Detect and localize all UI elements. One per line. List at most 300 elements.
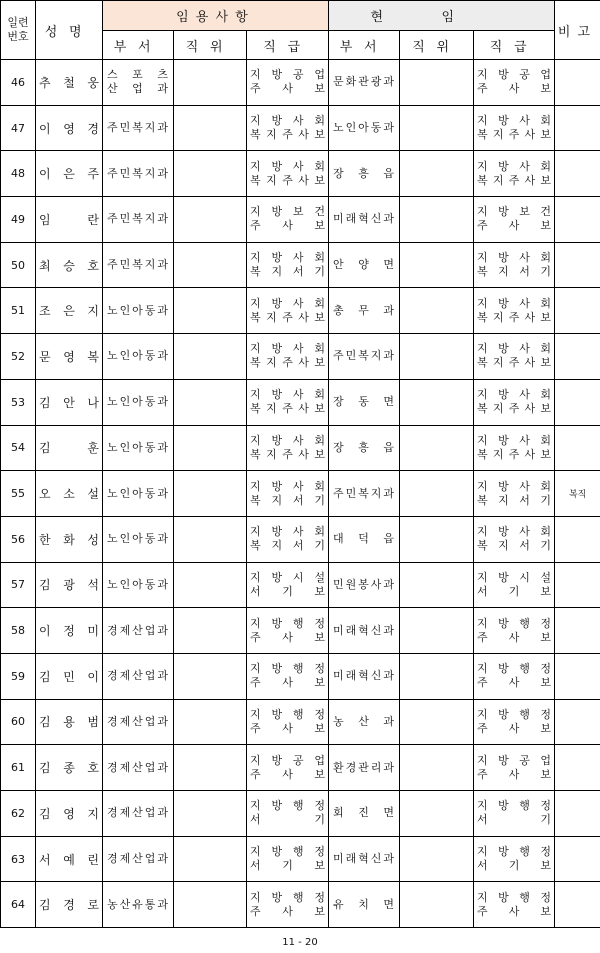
text-line: 지 방 공 업 xyxy=(250,753,325,767)
appointment-grade xyxy=(247,745,329,791)
text-line: 경 제 산 업 과 xyxy=(107,669,169,683)
appointment-grade-text xyxy=(247,434,328,462)
current-grade-text xyxy=(474,662,554,690)
text-line: 복 지 주 사 보 xyxy=(477,356,552,370)
text-line: 지 방 시 설 xyxy=(250,570,325,584)
text-line: 미 래 혁 신 과 xyxy=(333,212,395,226)
row-number: 59 xyxy=(1,653,36,699)
appointment-dept-text xyxy=(103,898,173,912)
table-row xyxy=(1,608,600,654)
person-name-wrap xyxy=(36,211,102,228)
text-line: 지 방 시 설 xyxy=(477,570,552,584)
text-line: 복 지 주 사 보 xyxy=(477,310,552,324)
person-name-wrap xyxy=(36,576,102,593)
current-dept xyxy=(329,699,400,745)
person-name-text: 김 훈 xyxy=(39,441,99,456)
current-dept-text xyxy=(329,761,399,775)
current-grade-text xyxy=(474,891,554,919)
appointment-dept xyxy=(103,745,174,791)
text-line: 주 민 복 지 과 xyxy=(107,258,169,272)
current-grade-header: 직급 xyxy=(474,31,555,60)
text-line: 복 지 서 기 xyxy=(250,265,325,279)
note-cell xyxy=(555,791,600,837)
current-position xyxy=(400,791,474,837)
appointment-dept xyxy=(103,60,174,106)
person-name-wrap xyxy=(36,851,102,868)
current-dept xyxy=(329,791,400,837)
text-line: 복 지 서 기 xyxy=(477,265,552,279)
appointment-header: 임용사항 xyxy=(103,1,329,31)
appointment-position xyxy=(174,471,247,517)
text-line: 노 인 아 동 과 xyxy=(333,121,395,135)
text-line: 장 동 면 xyxy=(333,395,395,409)
page-number: 11 - 20 xyxy=(282,937,318,948)
text-line: 주 사 보 xyxy=(250,630,326,644)
name-header: 성명 xyxy=(36,1,103,60)
person-name xyxy=(36,425,103,471)
current-dept xyxy=(329,882,400,928)
appointment-dept-text xyxy=(103,212,173,226)
appointment-dept-text xyxy=(103,624,173,638)
appointment-position xyxy=(174,379,247,425)
person-name-text: 한 화 성 xyxy=(39,532,99,547)
person-name-wrap xyxy=(36,713,102,730)
current-dept-text xyxy=(329,806,399,820)
appointment-grade xyxy=(247,288,329,334)
text-line: 장 흥 읍 xyxy=(333,166,395,180)
text-line: 지 방 보 건 xyxy=(477,205,552,219)
note-cell xyxy=(555,105,600,151)
text-line: 서 기 보 xyxy=(477,584,552,598)
appointment-grade-text xyxy=(247,480,328,508)
text-line: 지 방 행 정 xyxy=(250,890,325,904)
note-cell xyxy=(555,882,600,928)
person-name-wrap xyxy=(36,622,102,639)
person-name-text: 문 영 복 xyxy=(39,349,99,364)
row-number: 63 xyxy=(1,836,36,882)
row-number: 49 xyxy=(1,197,36,243)
appointment-grade xyxy=(247,882,329,928)
text-line: 주 사 보 xyxy=(477,219,552,233)
text-line: 주 민 복 지 과 xyxy=(107,212,169,226)
text-line: 노 인 아 동 과 xyxy=(107,349,169,363)
person-name-wrap xyxy=(36,394,102,411)
current-dept-text xyxy=(329,349,399,363)
appointment-grade-text xyxy=(247,297,328,325)
appointment-grade xyxy=(247,60,329,106)
table-row xyxy=(1,379,600,425)
person-name xyxy=(36,836,103,882)
appointment-dept xyxy=(103,608,174,654)
current-dept-text xyxy=(329,75,399,89)
current-grade xyxy=(474,60,555,106)
person-name-wrap xyxy=(36,805,102,822)
current-grade xyxy=(474,882,555,928)
current-position xyxy=(400,882,474,928)
text-line: 미 래 혁 신 과 xyxy=(333,623,395,637)
text-line: 노 인 아 동 과 xyxy=(107,532,169,546)
seq-header-line1: 일련 xyxy=(7,16,29,29)
appointment-dept xyxy=(103,379,174,425)
appointment-grade-text xyxy=(247,68,328,96)
current-grade-text xyxy=(474,617,554,645)
person-name-text: 이 영 경 xyxy=(39,121,99,136)
current-dept-text xyxy=(329,669,399,683)
current-dept-text xyxy=(329,121,399,135)
person-name-wrap xyxy=(36,439,102,456)
appointment-position xyxy=(174,653,247,699)
text-line: 지 방 사 회 xyxy=(477,479,552,493)
text-line: 지 방 사 회 xyxy=(477,342,552,356)
text-line: 경 제 산 업 과 xyxy=(107,806,169,820)
current-dept-text xyxy=(329,304,399,318)
text-line: 지 방 사 회 xyxy=(250,251,325,265)
current-position xyxy=(400,562,474,608)
text-line: 지 방 사 회 xyxy=(250,342,325,356)
row-number: 51 xyxy=(1,288,36,334)
current-grade-text xyxy=(474,480,554,508)
appointment-grade-text xyxy=(247,160,328,188)
person-name-text: 김 용 범 xyxy=(39,715,99,730)
text-line: 주 사 보 xyxy=(250,904,326,918)
text-line: 미 래 혁 신 과 xyxy=(333,852,395,866)
person-name xyxy=(36,745,103,791)
row-number: 57 xyxy=(1,562,36,608)
current-position xyxy=(400,653,474,699)
person-name xyxy=(36,562,103,608)
appointment-dept-text xyxy=(103,167,173,181)
row-number: 58 xyxy=(1,608,36,654)
current-dept-text xyxy=(329,395,399,409)
appointment-grade xyxy=(247,197,329,243)
row-number: 48 xyxy=(1,151,36,197)
current-grade xyxy=(474,197,555,243)
appointment-grade xyxy=(247,379,329,425)
appointment-position xyxy=(174,197,247,243)
text-line: 주 사 보 xyxy=(250,82,326,96)
current-dept xyxy=(329,836,400,882)
current-grade xyxy=(474,745,555,791)
current-dept xyxy=(329,288,400,334)
appointment-grade xyxy=(247,471,329,517)
appointment-dept xyxy=(103,288,174,334)
table-row xyxy=(1,562,600,608)
current-grade-text xyxy=(474,754,554,782)
text-line: 지 방 사 회 xyxy=(250,433,325,447)
text-line: 주 사 보 xyxy=(250,676,326,690)
current-grade-text xyxy=(474,845,554,873)
current-position xyxy=(400,60,474,106)
text-line: 주 민 복 지 과 xyxy=(107,121,169,135)
appointment-dept-text xyxy=(103,806,173,820)
appointment-grade xyxy=(247,105,329,151)
current-grade-text xyxy=(474,525,554,553)
person-name-wrap xyxy=(36,74,102,91)
appointment-grade-text xyxy=(247,571,328,599)
appointment-grade xyxy=(247,151,329,197)
note-cell xyxy=(555,288,600,334)
appointment-dept-text xyxy=(103,304,173,318)
current-position xyxy=(400,699,474,745)
current-dept xyxy=(329,105,400,151)
appointment-grade xyxy=(247,334,329,380)
text-line: 서 기 보 xyxy=(250,859,326,873)
appointment-grade xyxy=(247,699,329,745)
text-line: 지 방 행 정 xyxy=(250,707,325,721)
current-dept-text xyxy=(329,898,399,912)
appointment-dept xyxy=(103,334,174,380)
current-grade xyxy=(474,653,555,699)
table-row xyxy=(1,836,600,882)
table-row xyxy=(1,471,600,517)
text-line: 스 포 츠 xyxy=(107,68,169,82)
appointment-dept-text xyxy=(103,349,173,363)
current-dept xyxy=(329,516,400,562)
current-grade xyxy=(474,699,555,745)
appointment-dept-text xyxy=(103,487,173,501)
current-position xyxy=(400,379,474,425)
text-line: 지 방 사 회 xyxy=(250,525,325,539)
appointment-position xyxy=(174,334,247,380)
table-row xyxy=(1,334,600,380)
text-line: 민 원 봉 사 과 xyxy=(333,577,395,591)
appointment-position xyxy=(174,105,247,151)
appointment-dept-text xyxy=(103,532,173,546)
person-name-text: 김 광 석 xyxy=(39,578,99,593)
note-cell xyxy=(555,425,600,471)
text-line: 노 인 아 동 과 xyxy=(107,395,169,409)
person-name-text: 오 소 설 xyxy=(39,487,99,502)
appointment-dept xyxy=(103,653,174,699)
appointment-grade-text xyxy=(247,525,328,553)
row-number: 52 xyxy=(1,334,36,380)
current-position xyxy=(400,608,474,654)
appointment-position xyxy=(174,608,247,654)
table-row xyxy=(1,105,600,151)
appointment-grade-text xyxy=(247,388,328,416)
text-line: 복 지 주 사 보 xyxy=(477,447,552,461)
text-line: 미 래 혁 신 과 xyxy=(333,669,395,683)
appointment-position xyxy=(174,288,247,334)
appointment-grade xyxy=(247,242,329,288)
current-position xyxy=(400,334,474,380)
person-name-text: 김 경 로 xyxy=(39,898,99,913)
current-grade xyxy=(474,105,555,151)
current-grade-text xyxy=(474,160,554,188)
text-line: 회 진 면 xyxy=(333,806,395,820)
current-dept-header: 부서 xyxy=(329,31,400,60)
current-position xyxy=(400,151,474,197)
current-position xyxy=(400,745,474,791)
current-dept xyxy=(329,334,400,380)
text-line: 지 방 사 회 xyxy=(250,479,325,493)
appointment-dept xyxy=(103,197,174,243)
appointment-grade-text xyxy=(247,754,328,782)
appointment-dept xyxy=(103,516,174,562)
table-row xyxy=(1,791,600,837)
text-line: 복 지 주 사 보 xyxy=(250,128,326,142)
text-line: 지 방 보 건 xyxy=(250,205,325,219)
text-line: 복 지 주 사 보 xyxy=(477,402,552,416)
row-number: 46 xyxy=(1,60,36,106)
current-grade-text xyxy=(474,342,554,370)
current-grade-text xyxy=(474,571,554,599)
appointment-grade-text xyxy=(247,617,328,645)
current-dept xyxy=(329,608,400,654)
current-position xyxy=(400,288,474,334)
current-grade xyxy=(474,379,555,425)
appointment-position xyxy=(174,516,247,562)
person-name xyxy=(36,60,103,106)
current-dept xyxy=(329,197,400,243)
row-number: 55 xyxy=(1,471,36,517)
appointment-position xyxy=(174,791,247,837)
person-name xyxy=(36,471,103,517)
table-row xyxy=(1,288,600,334)
appointment-position xyxy=(174,562,247,608)
appointment-grade-text xyxy=(247,891,328,919)
current-dept-text xyxy=(329,624,399,638)
current-dept xyxy=(329,242,400,288)
note-cell: 복직 xyxy=(555,471,600,517)
appointment-dept-text xyxy=(103,852,173,866)
appointment-dept xyxy=(103,699,174,745)
person-name-wrap xyxy=(36,668,102,685)
person-name xyxy=(36,288,103,334)
note-cell xyxy=(555,562,600,608)
row-number: 54 xyxy=(1,425,36,471)
current-position xyxy=(400,197,474,243)
text-line: 산 업 과 xyxy=(107,82,169,96)
current-dept xyxy=(329,379,400,425)
note-cell xyxy=(555,516,600,562)
appointment-dept xyxy=(103,105,174,151)
current-dept-text xyxy=(329,487,399,501)
appointment-dept-text xyxy=(103,121,173,135)
note-cell xyxy=(555,836,600,882)
person-name xyxy=(36,608,103,654)
row-number: 53 xyxy=(1,379,36,425)
table-row xyxy=(1,242,600,288)
appointment-grade xyxy=(247,562,329,608)
text-line: 지 방 사 회 xyxy=(477,296,552,310)
text-line: 총 무 과 xyxy=(333,303,395,317)
appointment-dept-text xyxy=(103,761,173,775)
note-cell xyxy=(555,197,600,243)
appointment-dept xyxy=(103,791,174,837)
appointment-dept xyxy=(103,242,174,288)
appointment-grade-text xyxy=(247,708,328,736)
current-position xyxy=(400,425,474,471)
person-name xyxy=(36,882,103,928)
note-cell xyxy=(555,151,600,197)
person-name xyxy=(36,699,103,745)
current-dept xyxy=(329,653,400,699)
current-position xyxy=(400,836,474,882)
person-name-text: 서 예 린 xyxy=(39,852,99,867)
note-cell xyxy=(555,699,600,745)
text-line: 지 방 행 정 xyxy=(250,616,325,630)
appointment-grade xyxy=(247,836,329,882)
row-number: 62 xyxy=(1,791,36,837)
person-name xyxy=(36,653,103,699)
appointment-dept-text xyxy=(103,258,173,272)
person-name-wrap xyxy=(36,302,102,319)
table-row xyxy=(1,516,600,562)
text-line: 주 사 보 xyxy=(477,721,552,735)
current-dept-text xyxy=(329,532,399,546)
text-line: 복 지 서 기 xyxy=(250,539,325,553)
appointment-grade xyxy=(247,653,329,699)
text-line: 지 방 행 정 xyxy=(477,616,552,630)
text-line: 노 인 아 동 과 xyxy=(107,577,169,591)
text-line: 노 인 아 동 과 xyxy=(107,303,169,317)
person-name-text: 추 철 웅 xyxy=(39,75,99,90)
appointment-dept xyxy=(103,425,174,471)
text-line: 농 산 과 xyxy=(333,714,395,728)
current-dept-text xyxy=(329,578,399,592)
appointment-grade-text xyxy=(247,662,328,690)
text-line: 주 사 보 xyxy=(250,721,326,735)
appointment-grade-text xyxy=(247,205,328,233)
text-line: 유 치 면 xyxy=(333,897,395,911)
current-position xyxy=(400,105,474,151)
row-number: 47 xyxy=(1,105,36,151)
note-header: 비고 xyxy=(555,1,600,60)
text-line: 지 방 사 회 xyxy=(477,525,552,539)
current-dept xyxy=(329,60,400,106)
current-grade xyxy=(474,608,555,654)
text-line: 경 제 산 업 과 xyxy=(107,760,169,774)
text-line: 지 방 행 정 xyxy=(477,799,552,813)
appointment-dept-text xyxy=(103,715,173,729)
row-number: 50 xyxy=(1,242,36,288)
text-line: 서 기 보 xyxy=(477,859,552,873)
table-row xyxy=(1,151,600,197)
appointment-dept xyxy=(103,562,174,608)
current-position xyxy=(400,516,474,562)
current-grade-text xyxy=(474,205,554,233)
text-line: 복 지 서 기 xyxy=(250,493,325,507)
person-name-text: 이 정 미 xyxy=(39,624,99,639)
appointment-dept xyxy=(103,471,174,517)
person-name-wrap xyxy=(36,485,102,502)
appointment-grade-text xyxy=(247,114,328,142)
current-grade-text xyxy=(474,708,554,736)
current-grade-text xyxy=(474,251,554,279)
current-grade-text xyxy=(474,297,554,325)
appointment-position xyxy=(174,60,247,106)
text-line: 지 방 행 정 xyxy=(477,662,552,676)
person-name xyxy=(36,242,103,288)
table-row xyxy=(1,882,600,928)
text-line: 복 지 주 사 보 xyxy=(250,310,326,324)
person-name xyxy=(36,151,103,197)
table-row xyxy=(1,60,600,106)
note-cell xyxy=(555,60,600,106)
text-line: 지 방 행 정 xyxy=(250,799,325,813)
person-name xyxy=(36,379,103,425)
text-line: 지 방 사 회 xyxy=(477,251,552,265)
note-cell xyxy=(555,334,600,380)
current-dept-text xyxy=(329,167,399,181)
appointment-dept-header: 부서 xyxy=(103,31,174,60)
person-name-text: 최 승 호 xyxy=(39,258,99,273)
appointment-dept-text xyxy=(103,441,173,455)
current-position xyxy=(400,242,474,288)
text-line: 지 방 사 회 xyxy=(250,159,325,173)
text-line: 문 화 관 광 과 xyxy=(333,75,395,89)
